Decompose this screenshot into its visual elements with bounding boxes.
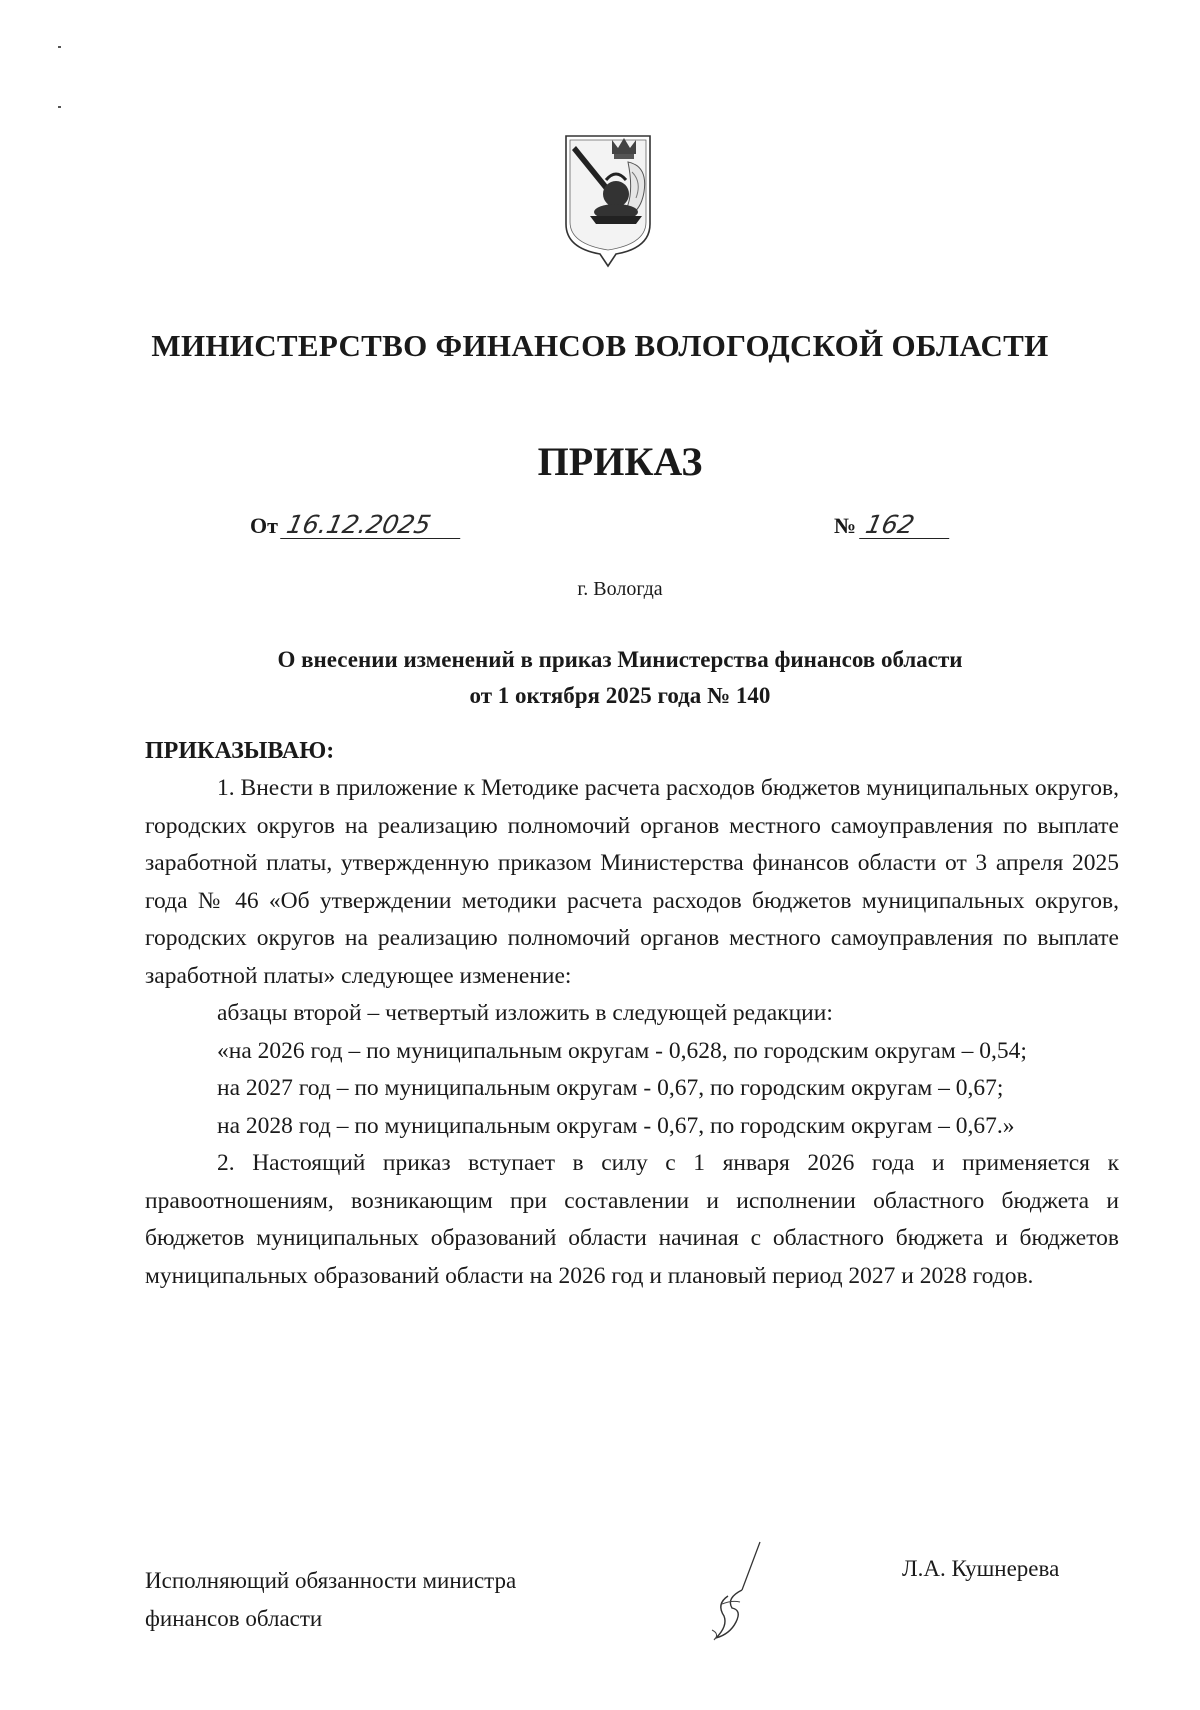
signer-name: Л.А. Кушнерева (902, 1556, 1060, 1581)
date-label: От (250, 513, 278, 538)
paragraph-1: 1. Внести в приложение к Методике расчета расходов бюджетов муниципальных округов, городских округов на реализацию полномочий органов местного самоуправления по выплате заработной платы, утвержденную приказом Министерства финансов области от 3 апреля 2025 года № 46 «Об утверждении методики расчета расходов бюджетов муниципальных округов, городских округов на реализацию полномочий органов местного самоуправления по выплате заработной платы» следующее изменение: (145, 775, 1119, 989)
handwritten-number: 162 (859, 512, 955, 539)
document-type-title: ПРИКАЗ (537, 439, 703, 484)
scan-speck (58, 106, 61, 108)
order-date (250, 512, 463, 539)
paragraph-4: на 2027 год – по муниципальным округам - 0,67, по городским округам – 0,67; (217, 1075, 1004, 1101)
handwritten-date: 16.12.2025 (281, 512, 467, 539)
number-label: № (834, 513, 857, 538)
paragraph-2: абзацы второй – четвертый изложить в следующей редакции: (217, 1000, 833, 1026)
order-subject (0, 642, 1200, 714)
scan-speck (58, 46, 61, 48)
ministry-title: МИНИСТЕРСТВО ФИНАНСОВ ВОЛОГОДСКОЙ ОБЛАСТИ (151, 328, 1049, 363)
subject-line-2: от 1 октября 2025 года № 140 (469, 683, 771, 708)
coat-of-arms-emblem (562, 132, 654, 268)
handwritten-signature (702, 1538, 766, 1650)
order-body (145, 770, 1119, 1295)
signer-title-line-2: финансов области (145, 1606, 323, 1631)
paragraph-6: 2. Настоящий приказ вступает в силу с 1 января 2026 года и применяется к правоотношениям, возникающим при составлении и исполнении областного бюджета и бюджетов муниципальных образований области начиная с областного бюджета и бюджетов муниципальных образований области на 2026 год и плановый период 2027 и 2028 годов. (145, 1150, 1119, 1289)
city-line: г. Вологда (577, 578, 663, 600)
paragraph-3: «на 2026 год – по муниципальным округам - 0,628, по городским округам – 0,54; (217, 1037, 1027, 1064)
signer-title (145, 1562, 516, 1638)
order-heading: ПРИКАЗЫВАЮ: (145, 738, 335, 764)
paragraph-5: на 2028 год – по муниципальным округам - 0,67, по городским округам – 0,67.» (217, 1112, 1015, 1139)
signer-title-line-1: Исполняющий обязанности министра (145, 1568, 517, 1593)
order-number (834, 512, 952, 539)
subject-line-1: О внесении изменений в приказ Министерства финансов области (277, 647, 963, 672)
